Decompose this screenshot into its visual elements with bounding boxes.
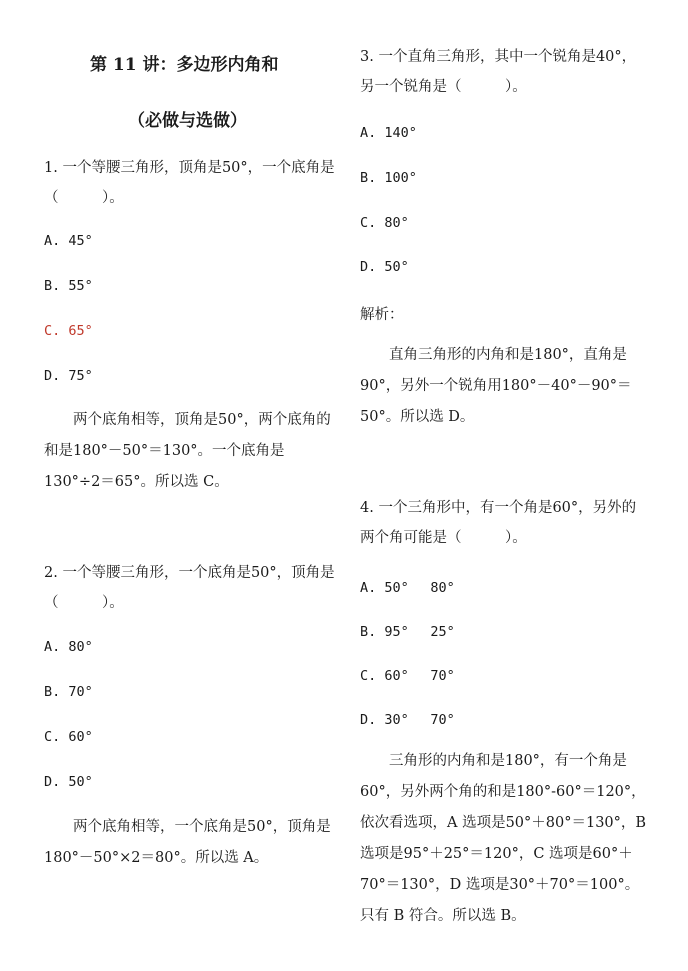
q4-option-d: D. 30° 70° bbox=[360, 712, 455, 728]
q1-stem: 1. 一个等腰三角形，顶角是50°，一个底角是（ ）。 bbox=[44, 160, 335, 206]
q4-explanation: 三角形的内角和是180°，有一个角是60°，另外两个角的和是180°-60°＝120°，依次看选项，A 选项是50°＋80°＝130°，B 选项是95°＋25°＝120°，C 选项是60°＋70°＝130°，D 选项是30°＋70°＝100°。只有 B 符合。所以选 B。 bbox=[360, 753, 647, 924]
q4-option-a: A. 50° 80° bbox=[360, 580, 455, 596]
q1-option-c-highlighted: C. 65° bbox=[44, 323, 93, 339]
q2-option-a: A. 80° bbox=[44, 639, 93, 655]
q1-explanation: 两个底角相等，顶角是50°，两个底角的和是180°－50°＝130°。一个底角是130°÷2＝65°。所以选 C。 bbox=[44, 412, 331, 490]
q3-option-c: C. 80° bbox=[360, 215, 409, 231]
q1-option-a: A. 45° bbox=[44, 233, 93, 249]
q3-option-b: B. 100° bbox=[360, 170, 417, 186]
q4-stem: 4. 一个三角形中，有一个角是60°，另外的两个角可能是（ ）。 bbox=[360, 500, 637, 546]
q2-option-b: B. 70° bbox=[44, 684, 93, 700]
q3-option-d: D. 50° bbox=[360, 259, 409, 275]
page-subtitle: （必做与选做） bbox=[128, 111, 247, 131]
q4-option-c: C. 60° 70° bbox=[360, 668, 455, 684]
q1-option-b: B. 55° bbox=[44, 278, 93, 294]
page-title: 第 11 讲：多边形内角和 bbox=[90, 55, 279, 75]
q1-option-d: D. 75° bbox=[44, 368, 93, 384]
q3-option-a: A. 140° bbox=[360, 125, 417, 141]
q2-option-d: D. 50° bbox=[44, 774, 93, 790]
q4-option-b: B. 95° 25° bbox=[360, 624, 455, 640]
q2-explanation: 两个底角相等，一个底角是50°，顶角是180°－50°×2＝80°。所以选 A。 bbox=[44, 819, 331, 866]
q2-stem: 2. 一个等腰三角形，一个底角是50°，顶角是（ ）。 bbox=[44, 565, 335, 611]
q3-explanation: 直角三角形的内角和是180°，直角是90°，另外一个锐角用180°－40°－90°＝50°。所以选 D。 bbox=[360, 347, 632, 425]
q3-analysis-label: 解析： bbox=[360, 307, 404, 323]
q3-stem: 3. 一个直角三角形，其中一个锐角是40°，另一个锐角是（ ）。 bbox=[360, 49, 637, 95]
q2-option-c: C. 60° bbox=[44, 729, 93, 745]
